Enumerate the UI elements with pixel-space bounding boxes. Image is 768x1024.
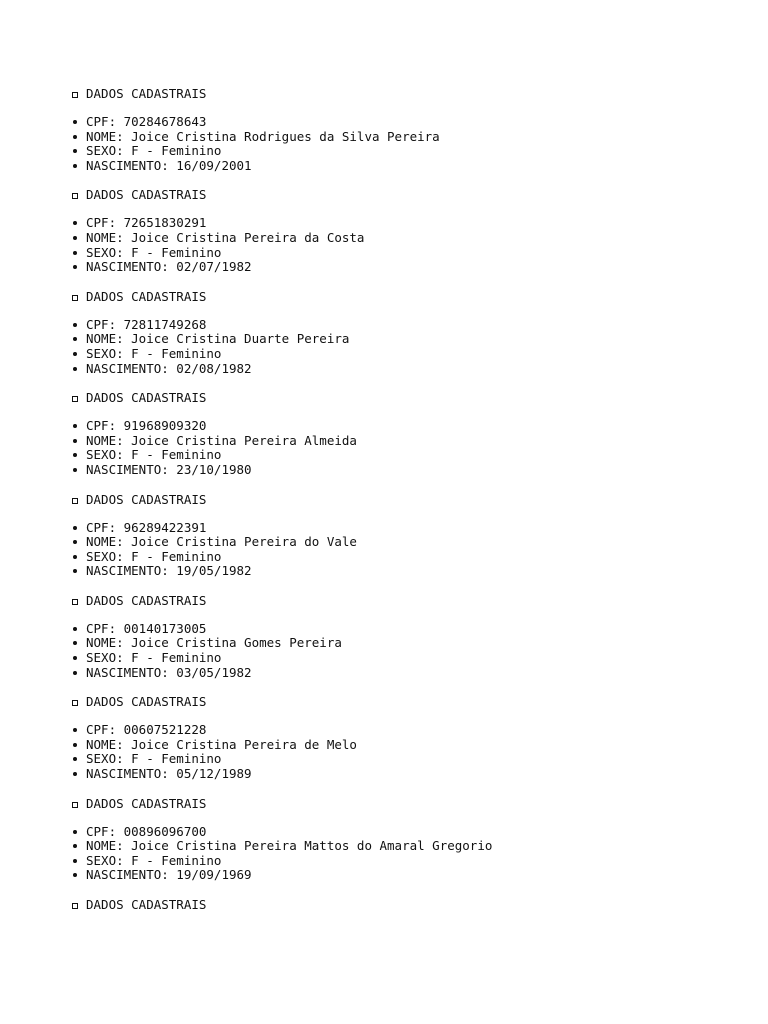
bullet-icon (73, 120, 77, 124)
record-sexo: SEXO: F - Feminino (72, 752, 752, 767)
record-cpf: CPF: 72811749268 (72, 318, 752, 333)
bullet-icon (73, 439, 77, 443)
document-body (72, 86, 752, 913)
record-list (72, 318, 752, 376)
record-nome: NOME: Joice Cristina Pereira da Costa (72, 231, 752, 246)
section-header-label: DADOS CADASTRAIS (86, 491, 207, 507)
bullet-icon (73, 859, 77, 863)
section-header (72, 593, 752, 609)
bullet-icon (73, 569, 77, 573)
record-nascimento: NASCIMENTO: 02/07/1982 (72, 260, 752, 275)
record-list (72, 723, 752, 781)
bullet-icon (73, 540, 77, 544)
bullet-icon (73, 453, 77, 457)
section-header-label: DADOS CADASTRAIS (86, 694, 207, 710)
section-header-label: DADOS CADASTRAIS (86, 592, 207, 608)
bullet-icon (73, 164, 77, 168)
record-cpf: CPF: 00607521228 (72, 723, 752, 738)
record-sexo: SEXO: F - Feminino (72, 550, 752, 565)
bullet-icon (73, 236, 77, 240)
square-bullet-icon (72, 498, 78, 504)
section-header-label: DADOS CADASTRAIS (86, 187, 207, 203)
record-list (72, 622, 752, 680)
bullet-icon (73, 265, 77, 269)
bullet-icon (73, 757, 77, 761)
record-list (72, 825, 752, 883)
bullet-icon (73, 830, 77, 834)
record-nascimento: NASCIMENTO: 05/12/1989 (72, 767, 752, 782)
record-nome: NOME: Joice Cristina Pereira Almeida (72, 434, 752, 449)
record-nome: NOME: Joice Cristina Rodrigues da Silva Pereira (72, 130, 752, 145)
bullet-icon (73, 555, 77, 559)
bullet-icon (73, 526, 77, 530)
section-header (72, 897, 752, 913)
section-header (72, 796, 752, 812)
record-cpf: CPF: 96289422391 (72, 521, 752, 536)
record-sexo: SEXO: F - Feminino (72, 448, 752, 463)
record-cpf: CPF: 00896096700 (72, 825, 752, 840)
bullet-icon (73, 149, 77, 153)
square-bullet-icon (72, 92, 78, 98)
section-header (72, 86, 752, 102)
bullet-icon (73, 323, 77, 327)
record-nome: NOME: Joice Cristina Duarte Pereira (72, 332, 752, 347)
section-header (72, 289, 752, 305)
bullet-icon (73, 641, 77, 645)
record-cpf: CPF: 70284678643 (72, 115, 752, 130)
square-bullet-icon (72, 700, 78, 706)
section-header-label: DADOS CADASTRAIS (86, 390, 207, 406)
section-header-label: DADOS CADASTRAIS (86, 795, 207, 811)
bullet-icon (73, 844, 77, 848)
bullet-icon (73, 627, 77, 631)
bullet-icon (73, 873, 77, 877)
section-header-label: DADOS CADASTRAIS (86, 86, 207, 101)
record-nascimento: NASCIMENTO: 02/08/1982 (72, 362, 752, 377)
bullet-icon (73, 367, 77, 371)
section-header (72, 694, 752, 710)
bullet-icon (73, 221, 77, 225)
bullet-icon (73, 337, 77, 341)
record-list (72, 115, 752, 173)
record-nascimento: NASCIMENTO: 23/10/1980 (72, 463, 752, 478)
section-header (72, 492, 752, 508)
bullet-icon (73, 352, 77, 356)
record-list (72, 521, 752, 579)
square-bullet-icon (72, 295, 78, 301)
record-cpf: CPF: 72651830291 (72, 216, 752, 231)
record-nascimento: NASCIMENTO: 03/05/1982 (72, 666, 752, 681)
bullet-icon (73, 728, 77, 732)
bullet-icon (73, 468, 77, 472)
square-bullet-icon (72, 802, 78, 808)
record-cpf: CPF: 91968909320 (72, 419, 752, 434)
bullet-icon (73, 743, 77, 747)
bullet-icon (73, 772, 77, 776)
bullet-icon (73, 251, 77, 255)
record-nome: NOME: Joice Cristina Pereira de Melo (72, 738, 752, 753)
square-bullet-icon (72, 193, 78, 199)
record-nascimento: NASCIMENTO: 19/05/1982 (72, 564, 752, 579)
record-list (72, 419, 752, 477)
record-list (72, 216, 752, 274)
section-header-label: DADOS CADASTRAIS (86, 897, 207, 912)
bullet-icon (73, 424, 77, 428)
record-sexo: SEXO: F - Feminino (72, 246, 752, 261)
square-bullet-icon (72, 396, 78, 402)
record-nome: NOME: Joice Cristina Pereira Mattos do Amaral Gregorio (72, 839, 752, 854)
record-nome: NOME: Joice Cristina Gomes Pereira (72, 636, 752, 651)
record-cpf: CPF: 00140173005 (72, 622, 752, 637)
square-bullet-icon (72, 599, 78, 605)
square-bullet-icon (72, 903, 78, 909)
bullet-icon (73, 671, 77, 675)
section-header-label: DADOS CADASTRAIS (86, 288, 207, 304)
section-header (72, 390, 752, 406)
bullet-icon (73, 656, 77, 660)
record-sexo: SEXO: F - Feminino (72, 854, 752, 869)
bullet-icon (73, 135, 77, 139)
record-sexo: SEXO: F - Feminino (72, 651, 752, 666)
section-header (72, 187, 752, 203)
record-nome: NOME: Joice Cristina Pereira do Vale (72, 535, 752, 550)
record-nascimento: NASCIMENTO: 16/09/2001 (72, 159, 752, 174)
record-sexo: SEXO: F - Feminino (72, 347, 752, 362)
record-sexo: SEXO: F - Feminino (72, 144, 752, 159)
record-nascimento: NASCIMENTO: 19/09/1969 (72, 868, 752, 883)
